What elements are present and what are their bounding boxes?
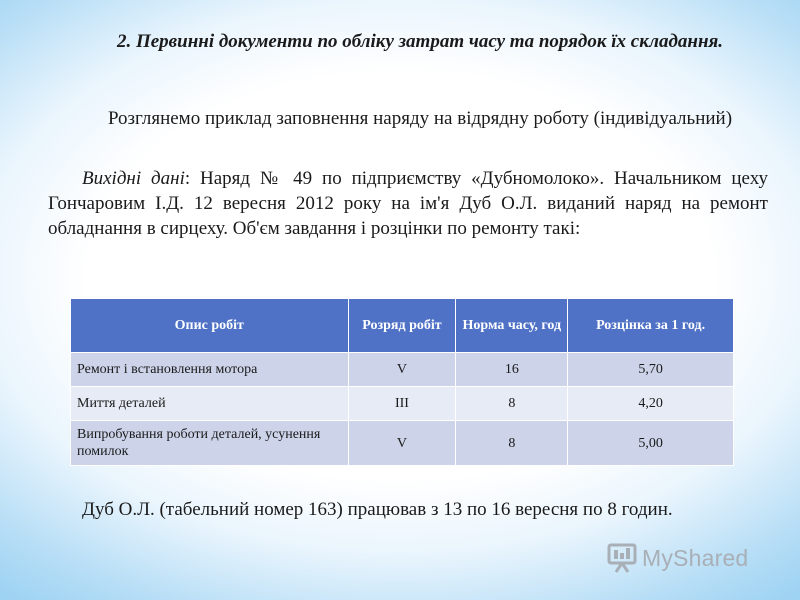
header-work-description: Опис робіт <box>71 299 349 353</box>
work-order-table <box>70 298 734 466</box>
slide-title: 2. Первинні документи по обліку затрат часу та порядок їх складання. <box>116 31 724 52</box>
cell-rate: 5,70 <box>568 353 734 387</box>
header-hourly-rate: Розцінка за 1 год. <box>568 299 734 353</box>
cell-rate: 4,20 <box>568 387 734 421</box>
intro-text: Розглянемо приклад заповнення наряду на відрядну роботу (індивідуальний) <box>107 108 733 129</box>
initial-data-text: : Наряд № 49 по підприємству «Дубномолоко». Начальником цеху Гончаровим І.Д. 12 вересня 2012 року на ім'я Дуб О.Л. виданий наряд на ремонт обладнання в сирцеху. Об'єм завдання і розцінки по ремонту такі: <box>48 168 768 239</box>
header-work-grade: Розряд робіт <box>348 299 456 353</box>
header-time-norm: Норма часу, год <box>456 299 568 353</box>
cell-time-norm: 16 <box>456 353 568 387</box>
cell-grade: III <box>348 387 456 421</box>
presentation-board-icon <box>606 542 638 574</box>
cell-time-norm: 8 <box>456 387 568 421</box>
myshared-watermark <box>606 538 776 578</box>
initial-data-label: Вихідні дані <box>82 168 185 189</box>
table-row <box>71 353 734 387</box>
cell-grade: V <box>348 353 456 387</box>
worker-hours-paragraph: Дуб О.Л. (табельний номер 163) працював з 13 по 16 вересня по 8 годин. <box>82 499 673 520</box>
cell-grade: V <box>348 421 456 466</box>
table-row <box>71 387 734 421</box>
watermark-text: MyShared <box>642 544 749 571</box>
table-header-row <box>71 299 734 353</box>
cell-description: Миття деталей <box>71 387 349 421</box>
cell-rate: 5,00 <box>568 421 734 466</box>
table-row <box>71 421 734 466</box>
cell-description: Випробування роботи деталей, усунення помилок <box>71 421 349 466</box>
initial-data-paragraph <box>48 166 768 241</box>
cell-time-norm: 8 <box>456 421 568 466</box>
cell-description: Ремонт і встановлення мотора <box>71 353 349 387</box>
